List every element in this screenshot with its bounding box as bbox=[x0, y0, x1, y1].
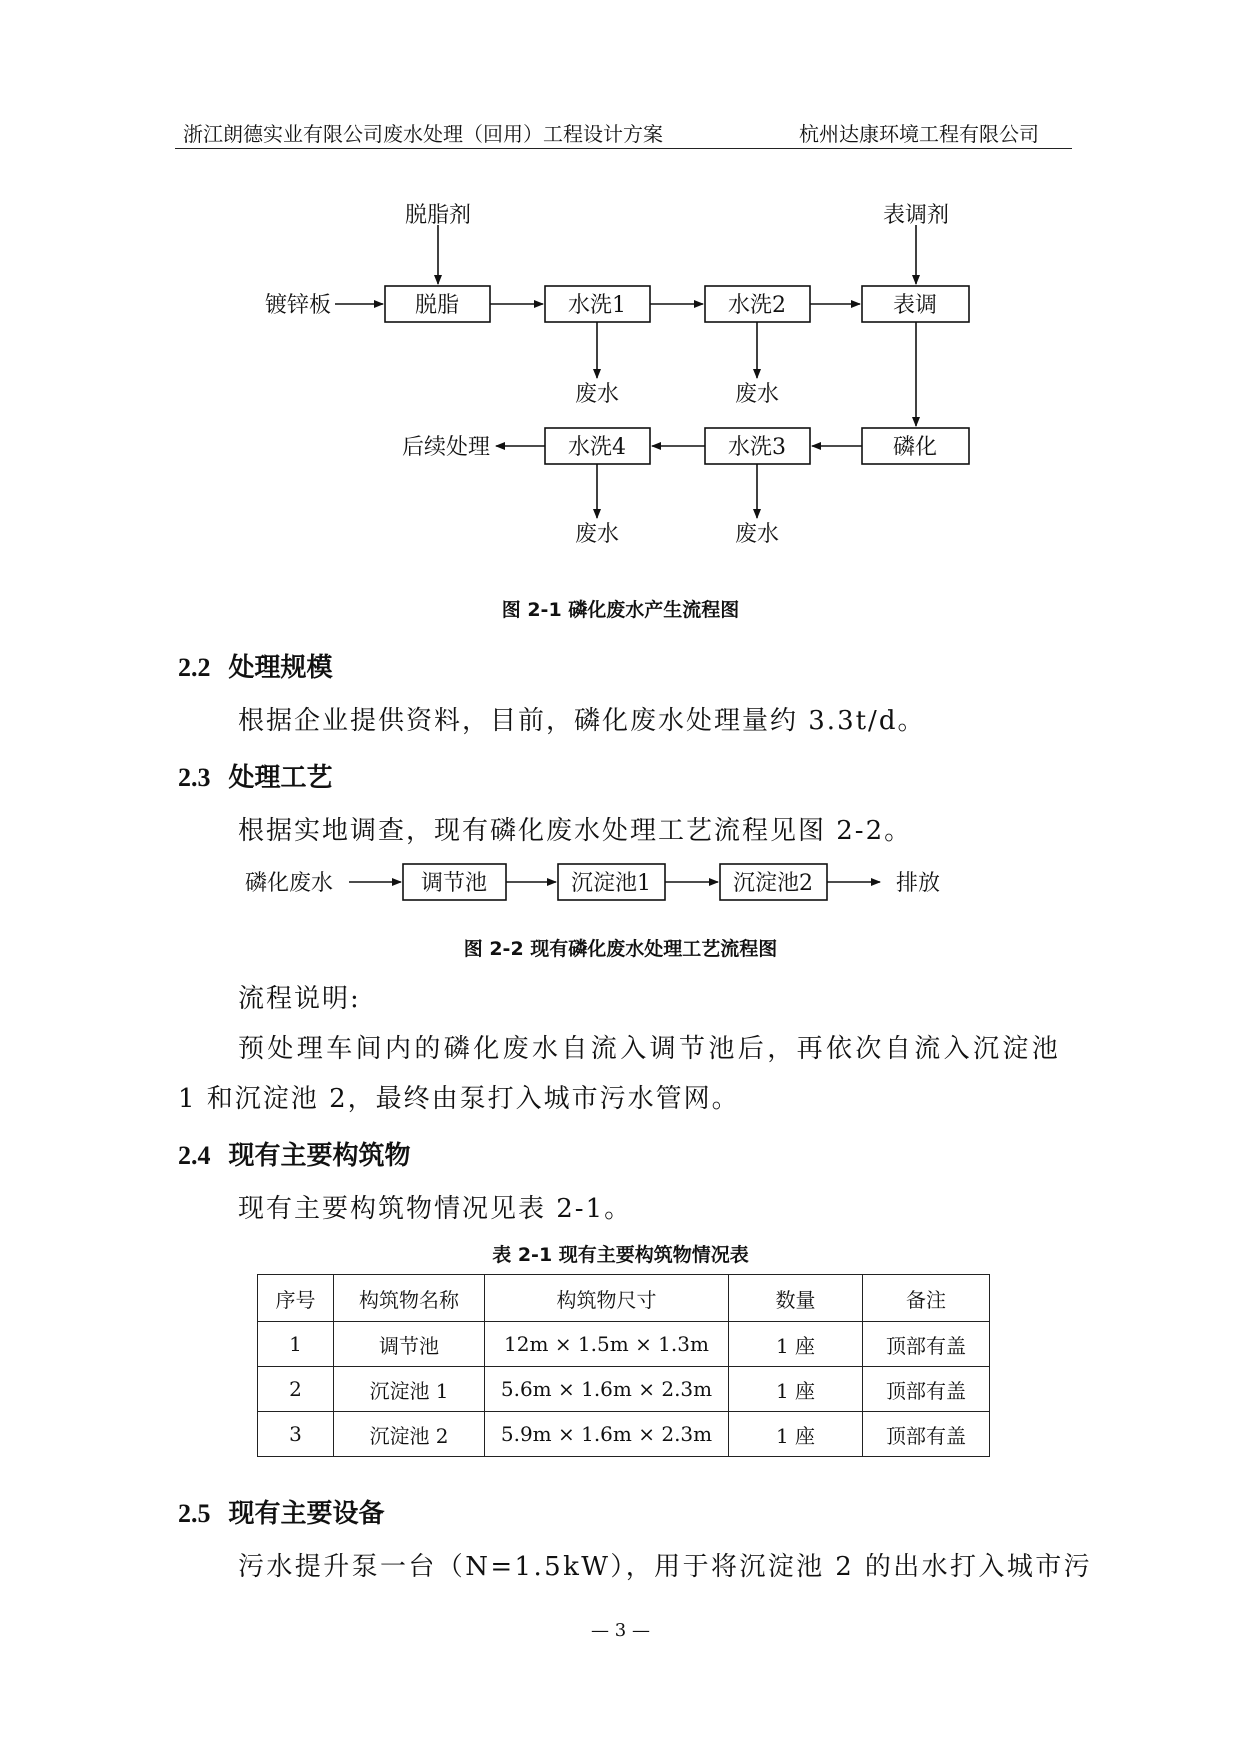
section-2-3-heading bbox=[178, 757, 333, 794]
table-header-cell: 序号 bbox=[258, 1275, 334, 1322]
label-ww4: 废水 bbox=[574, 522, 620, 547]
table-cell: 调节池 bbox=[334, 1322, 485, 1367]
text-wash4: 水洗4 bbox=[568, 435, 626, 460]
text-wash2: 水洗2 bbox=[728, 293, 786, 318]
table-row bbox=[258, 1322, 990, 1367]
table-2-1 bbox=[257, 1274, 990, 1457]
table-cell: 沉淀池 2 bbox=[334, 1412, 485, 1457]
figure-2-2-caption: 图 2-2 现有磷化废水处理工艺流程图 bbox=[463, 938, 778, 960]
section-2-2-heading bbox=[178, 647, 333, 684]
section-title: 处理工艺 bbox=[228, 763, 333, 793]
section-2-5-heading bbox=[178, 1493, 385, 1530]
paragraph-2-3: 根据实地调查，现有磷化废水处理工艺流程见图 2-2。 bbox=[238, 816, 913, 846]
label-source: 镀锌板 bbox=[264, 293, 332, 318]
table-cell: 1 座 bbox=[729, 1322, 863, 1367]
section-number: 2.2 bbox=[178, 653, 211, 682]
table-cell: 5.6m × 1.6m × 2.3m bbox=[485, 1367, 729, 1412]
label-ww2: 废水 bbox=[734, 382, 780, 407]
table-header-cell: 备注 bbox=[863, 1275, 990, 1322]
section-title: 处理规模 bbox=[228, 653, 333, 683]
table-cell: 12m × 1.5m × 1.3m bbox=[485, 1322, 729, 1367]
text-sedimentation2: 沉淀池2 bbox=[733, 871, 813, 896]
table-cell: 1 bbox=[258, 1322, 334, 1367]
section-title: 现有主要设备 bbox=[228, 1499, 385, 1529]
table-header-row bbox=[258, 1275, 990, 1322]
text-degrease: 脱脂 bbox=[414, 293, 460, 318]
table-cell: 顶部有盖 bbox=[863, 1367, 990, 1412]
paragraph-2-5: 污水提升泵一台（N=1.5kW），用于将沉淀池 2 的出水打入城市污 bbox=[238, 1552, 1093, 1582]
paragraph-2-2: 根据企业提供资料，目前，磷化废水处理量约 3.3t/d。 bbox=[238, 706, 926, 736]
table-header-cell: 数量 bbox=[729, 1275, 863, 1322]
table-cell: 2 bbox=[258, 1367, 334, 1412]
doc-header-left: 浙江朗德实业有限公司废水处理（回用）工程设计方案 bbox=[183, 122, 663, 146]
label-conditioner: 表调剂 bbox=[882, 203, 950, 228]
table-cell: 顶部有盖 bbox=[863, 1412, 990, 1457]
table-2-1-caption: 表 2-1 现有主要构筑物情况表 bbox=[492, 1244, 749, 1266]
table-cell: 顶部有盖 bbox=[863, 1322, 990, 1367]
figure-2-2-flowchart bbox=[0, 850, 1241, 920]
section-number: 2.5 bbox=[178, 1499, 211, 1528]
figure-2-1-flowchart bbox=[0, 0, 1241, 600]
label-degreaser: 脱脂剂 bbox=[404, 203, 472, 228]
label-source: 磷化废水 bbox=[244, 871, 334, 896]
text-surface: 表调 bbox=[892, 293, 938, 318]
section-title: 现有主要构筑物 bbox=[228, 1141, 411, 1171]
label-discharge: 排放 bbox=[895, 871, 941, 896]
table-row bbox=[258, 1367, 990, 1412]
label-ww3: 废水 bbox=[734, 522, 780, 547]
table-cell: 沉淀池 1 bbox=[334, 1367, 485, 1412]
doc-header-right: 杭州达康环境工程有限公司 bbox=[799, 122, 1039, 146]
table-cell: 3 bbox=[258, 1412, 334, 1457]
text-wash3: 水洗3 bbox=[728, 435, 786, 460]
flow-description-label: 流程说明: bbox=[238, 984, 361, 1014]
section-number: 2.3 bbox=[178, 763, 211, 792]
table-header-cell: 构筑物名称 bbox=[334, 1275, 485, 1322]
flow-description-line1: 预处理车间内的磷化废水自流入调节池后，再依次自流入沉淀池 bbox=[238, 1034, 1062, 1064]
label-ww1: 废水 bbox=[574, 382, 620, 407]
table-row bbox=[258, 1412, 990, 1457]
paragraph-2-4: 现有主要构筑物情况见表 2-1。 bbox=[238, 1194, 633, 1224]
text-sedimentation1: 沉淀池1 bbox=[571, 871, 651, 896]
table-cell: 1 座 bbox=[729, 1412, 863, 1457]
figure-2-1-caption: 图 2-1 磷化废水产生流程图 bbox=[501, 599, 740, 621]
text-phosphate: 磷化 bbox=[892, 435, 938, 460]
text-equalization: 调节池 bbox=[420, 871, 488, 896]
section-number: 2.4 bbox=[178, 1141, 211, 1170]
label-follow: 后续处理 bbox=[401, 435, 491, 460]
table-header-cell: 构筑物尺寸 bbox=[485, 1275, 729, 1322]
table-cell: 1 座 bbox=[729, 1367, 863, 1412]
table-cell: 5.9m × 1.6m × 2.3m bbox=[485, 1412, 729, 1457]
text-wash1: 水洗1 bbox=[568, 293, 626, 318]
flow-description-line2: 1 和沉淀池 2，最终由泵打入城市污水管网。 bbox=[178, 1084, 740, 1114]
section-2-4-heading bbox=[178, 1135, 411, 1172]
page-number: — 3 — bbox=[591, 1620, 650, 1641]
